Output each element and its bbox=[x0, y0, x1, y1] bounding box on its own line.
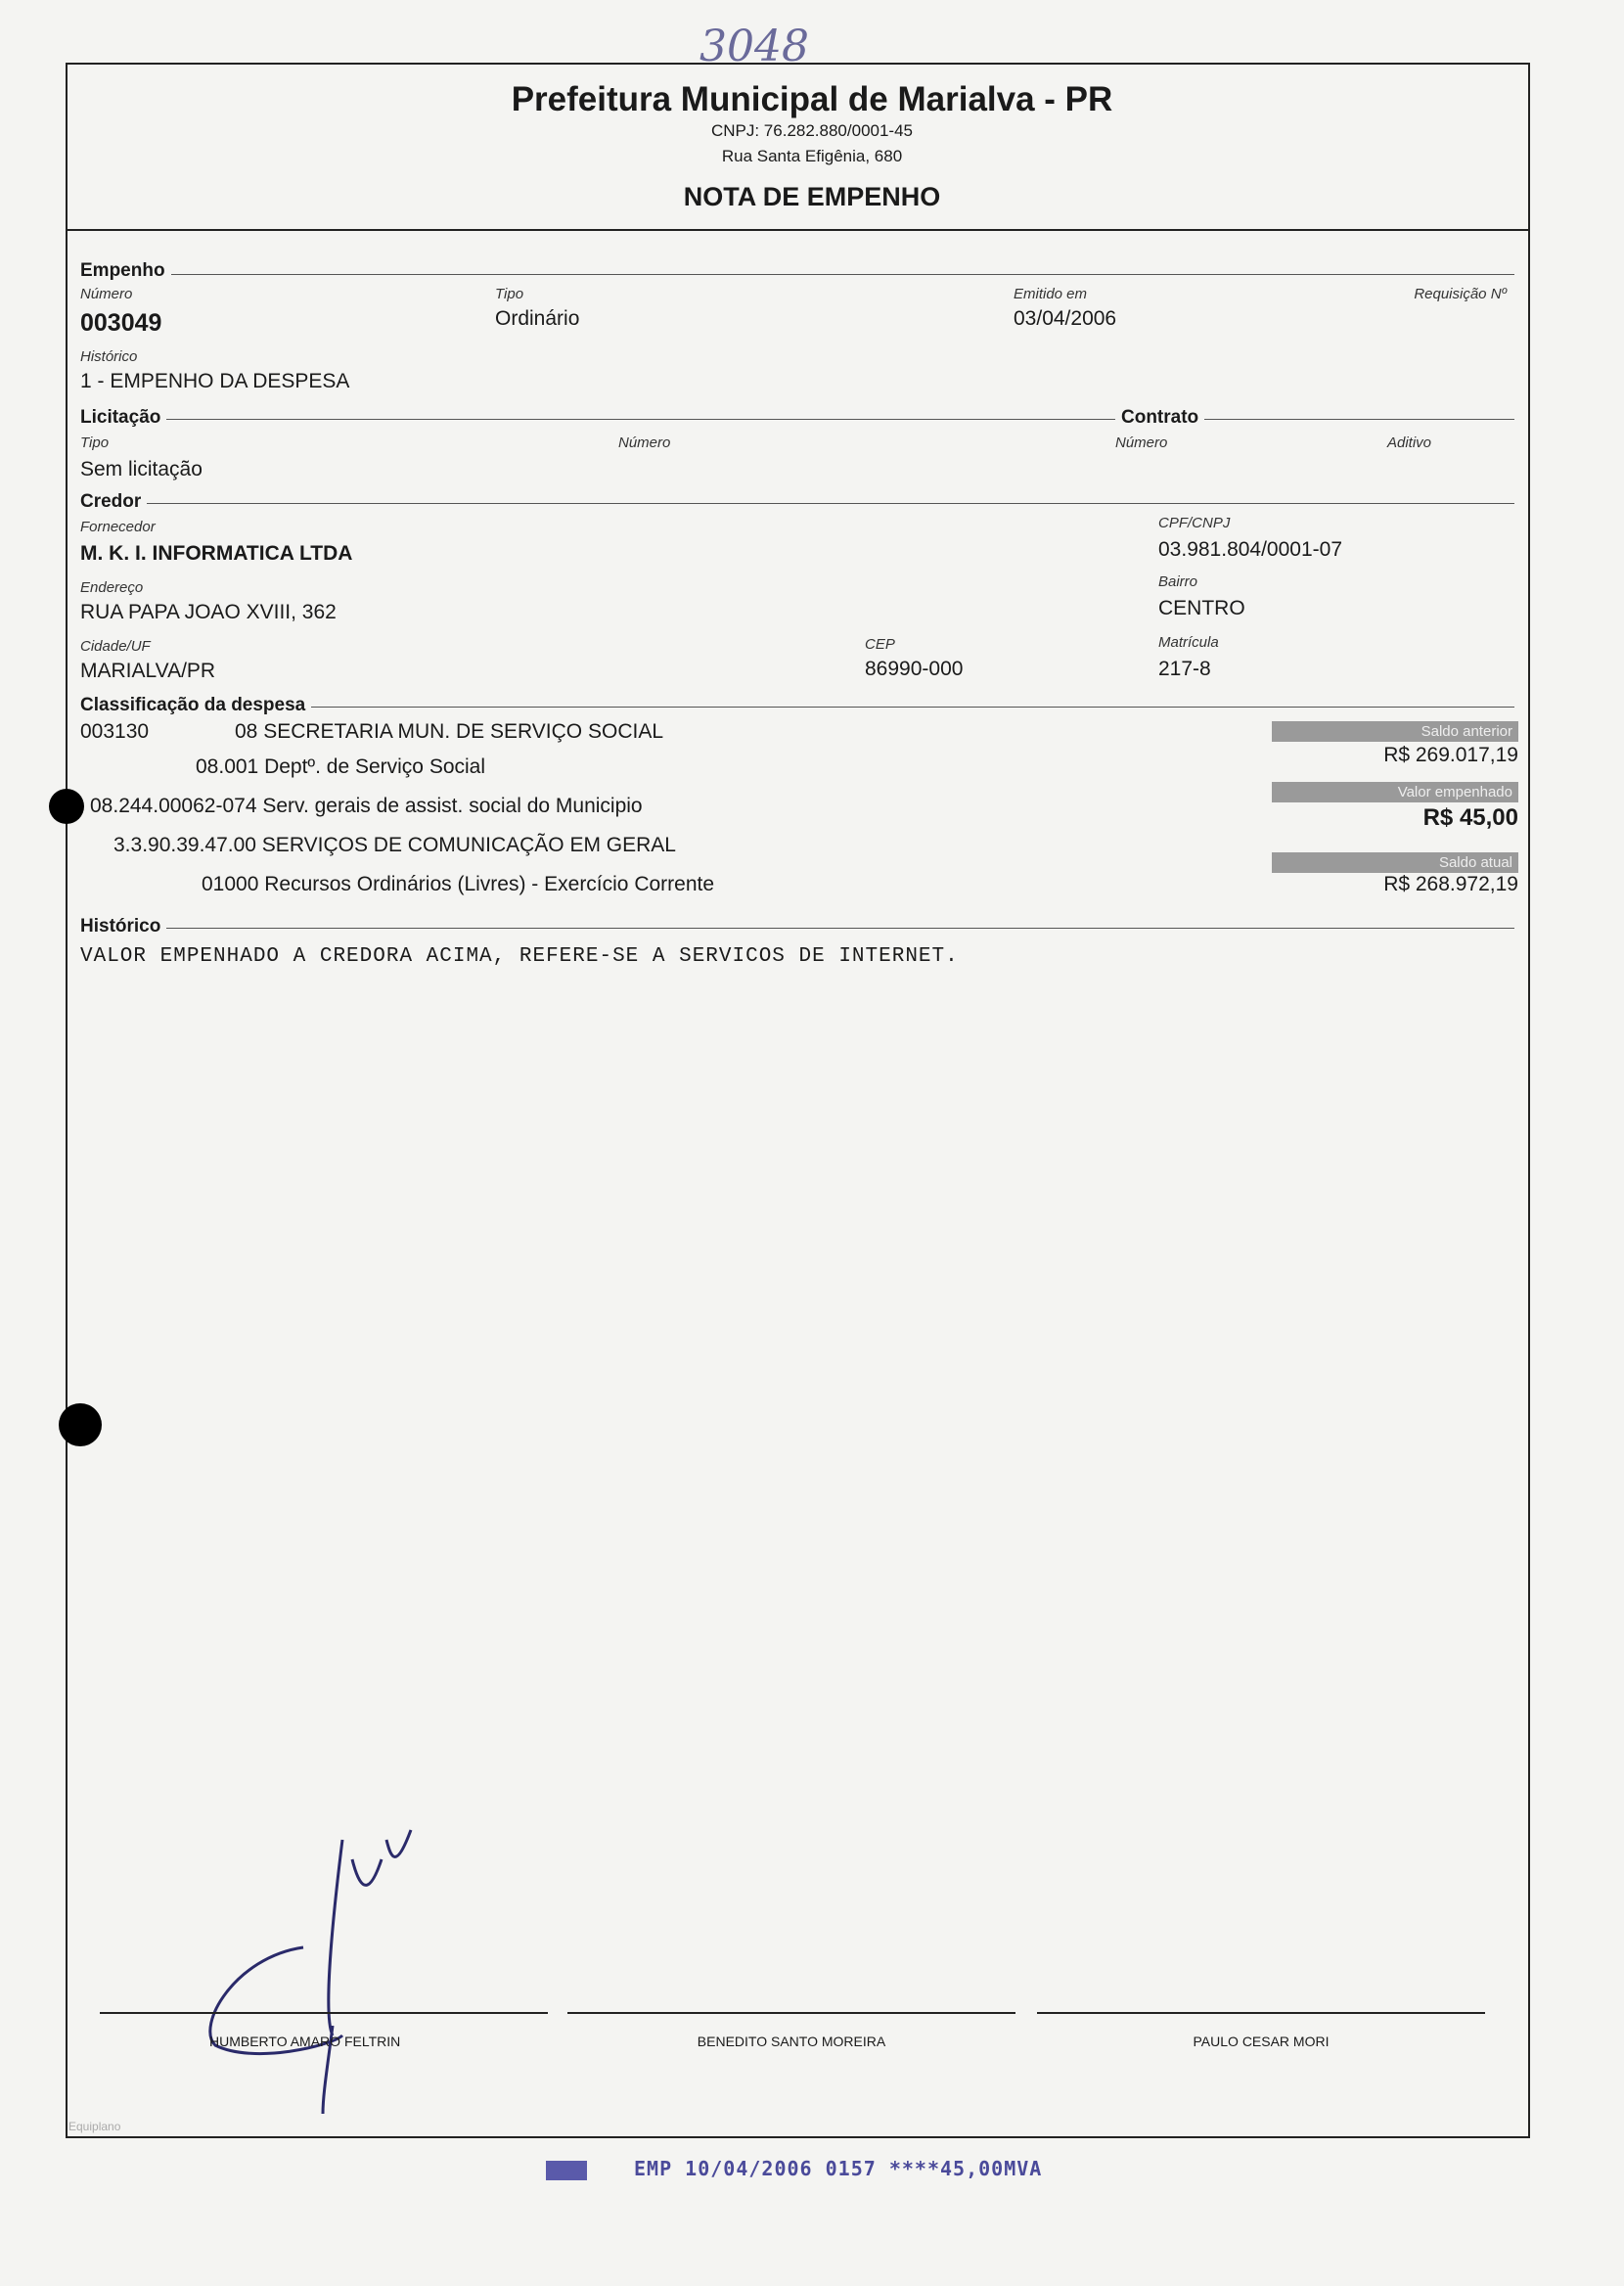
requisicao-label: Requisição Nº bbox=[1414, 286, 1507, 302]
punch-hole-top bbox=[49, 789, 84, 824]
class-line-1: 08 SECRETARIA MUN. DE SERVIÇO SOCIAL bbox=[235, 720, 664, 743]
empenho-numero: 003049 bbox=[80, 309, 162, 337]
section-empenho: Empenho bbox=[80, 260, 171, 282]
signature-name-3: PAULO CESAR MORI bbox=[1193, 2034, 1330, 2049]
section-credor: Credor bbox=[80, 491, 147, 513]
stamp-logo-icon bbox=[546, 2161, 587, 2180]
valor-empenhado-value: R$ 45,00 bbox=[1422, 804, 1518, 831]
licitacao-tipo-label: Tipo bbox=[80, 434, 110, 451]
cidade-label: Cidade/UF bbox=[80, 638, 151, 655]
fornecedor-label: Fornecedor bbox=[80, 519, 156, 535]
document-type-title: NOTA DE EMPENHO bbox=[683, 182, 941, 211]
header-cnpj: CNPJ: 76.282.880/0001-45 bbox=[710, 121, 914, 140]
licitacao-tipo: Sem licitação bbox=[80, 458, 203, 480]
endereco-label: Endereço bbox=[80, 579, 144, 596]
cpf-label: CPF/CNPJ bbox=[1158, 515, 1231, 531]
classificacao-code: 003130 bbox=[80, 720, 150, 743]
cashier-stamp: EMP 10/04/2006 0157 ****45,00MVA bbox=[634, 2157, 1043, 2180]
credor-rule bbox=[80, 503, 1514, 504]
signature-line-2 bbox=[567, 2012, 1015, 2014]
header-address: Rua Santa Efigênia, 680 bbox=[721, 147, 903, 165]
empenho-tipo-label: Tipo bbox=[495, 286, 524, 302]
cpf-value: 03.981.804/0001-07 bbox=[1158, 538, 1343, 561]
class-line-5: 01000 Recursos Ordinários (Livres) - Exercício Corrente bbox=[202, 873, 715, 895]
saldo-atual-value: R$ 268.972,19 bbox=[1383, 873, 1518, 895]
empenho-tipo: Ordinário bbox=[495, 307, 580, 330]
historico-rule bbox=[80, 928, 1514, 929]
signature-line-3 bbox=[1037, 2012, 1485, 2014]
licitacao-numero-label: Número bbox=[618, 434, 671, 451]
punch-hole-bottom bbox=[59, 1403, 102, 1446]
saldo-atual-label: Saldo atual bbox=[1272, 852, 1518, 873]
class-line-2: 08.001 Deptº. de Serviço Social bbox=[196, 755, 486, 778]
page-title: Prefeitura Municipal de Marialva - PR bbox=[511, 80, 1113, 118]
emitido-label: Emitido em bbox=[1014, 286, 1088, 302]
endereco-value: RUA PAPA JOAO XVIII, 362 bbox=[80, 601, 337, 623]
fornecedor-name: M. K. I. INFORMATICA LTDA bbox=[80, 542, 353, 565]
cep-label: CEP bbox=[865, 636, 895, 653]
saldo-anterior-value: R$ 269.017,19 bbox=[1383, 744, 1518, 766]
bairro-label: Bairro bbox=[1158, 573, 1198, 590]
cidade-value: MARIALVA/PR bbox=[80, 660, 216, 682]
software-brand: Equiplano bbox=[68, 2120, 121, 2133]
handwritten-document-number: 3048 bbox=[699, 22, 809, 71]
class-line-4: 3.3.90.39.47.00 SERVIÇOS DE COMUNICAÇÃO EM GERAL bbox=[113, 834, 676, 856]
class-line-3: 08.244.00062-074 Serv. gerais de assist. social do Municipio bbox=[90, 795, 643, 817]
signature-name-2: BENEDITO SANTO MOREIRA bbox=[697, 2034, 886, 2049]
cep-value: 86990-000 bbox=[865, 658, 964, 680]
empenho-historico-label: Histórico bbox=[80, 348, 138, 365]
contrato-numero-label: Número bbox=[1115, 434, 1168, 451]
saldo-anterior-label: Saldo anterior bbox=[1272, 721, 1518, 742]
emitido-date: 03/04/2006 bbox=[1014, 307, 1117, 330]
section-contrato: Contrato bbox=[1115, 407, 1204, 429]
header-divider bbox=[66, 229, 1528, 231]
empenho-historico: 1 - EMPENHO DA DESPESA bbox=[80, 370, 350, 392]
signature-line-1 bbox=[100, 2012, 548, 2014]
historico-text: VALOR EMPENHADO A CREDORA ACIMA, REFERE-SE A SERVICOS DE INTERNET. bbox=[80, 945, 959, 968]
matricula-label: Matrícula bbox=[1158, 634, 1219, 651]
empenho-numero-label: Número bbox=[80, 286, 133, 302]
signature-name-1: HUMBERTO AMARO FELTRIN bbox=[209, 2034, 401, 2049]
handwritten-signature bbox=[196, 1801, 450, 2124]
licitacao-rule bbox=[80, 419, 1514, 420]
valor-empenhado-label: Valor empenhado bbox=[1272, 782, 1518, 802]
bairro-value: CENTRO bbox=[1158, 597, 1245, 619]
section-historico: Histórico bbox=[80, 916, 166, 937]
section-licitacao: Licitação bbox=[80, 407, 166, 429]
empenho-rule bbox=[80, 274, 1514, 275]
matricula-value: 217-8 bbox=[1158, 658, 1211, 680]
section-classificacao: Classificação da despesa bbox=[80, 695, 311, 716]
contrato-aditivo-label: Aditivo bbox=[1387, 434, 1432, 451]
